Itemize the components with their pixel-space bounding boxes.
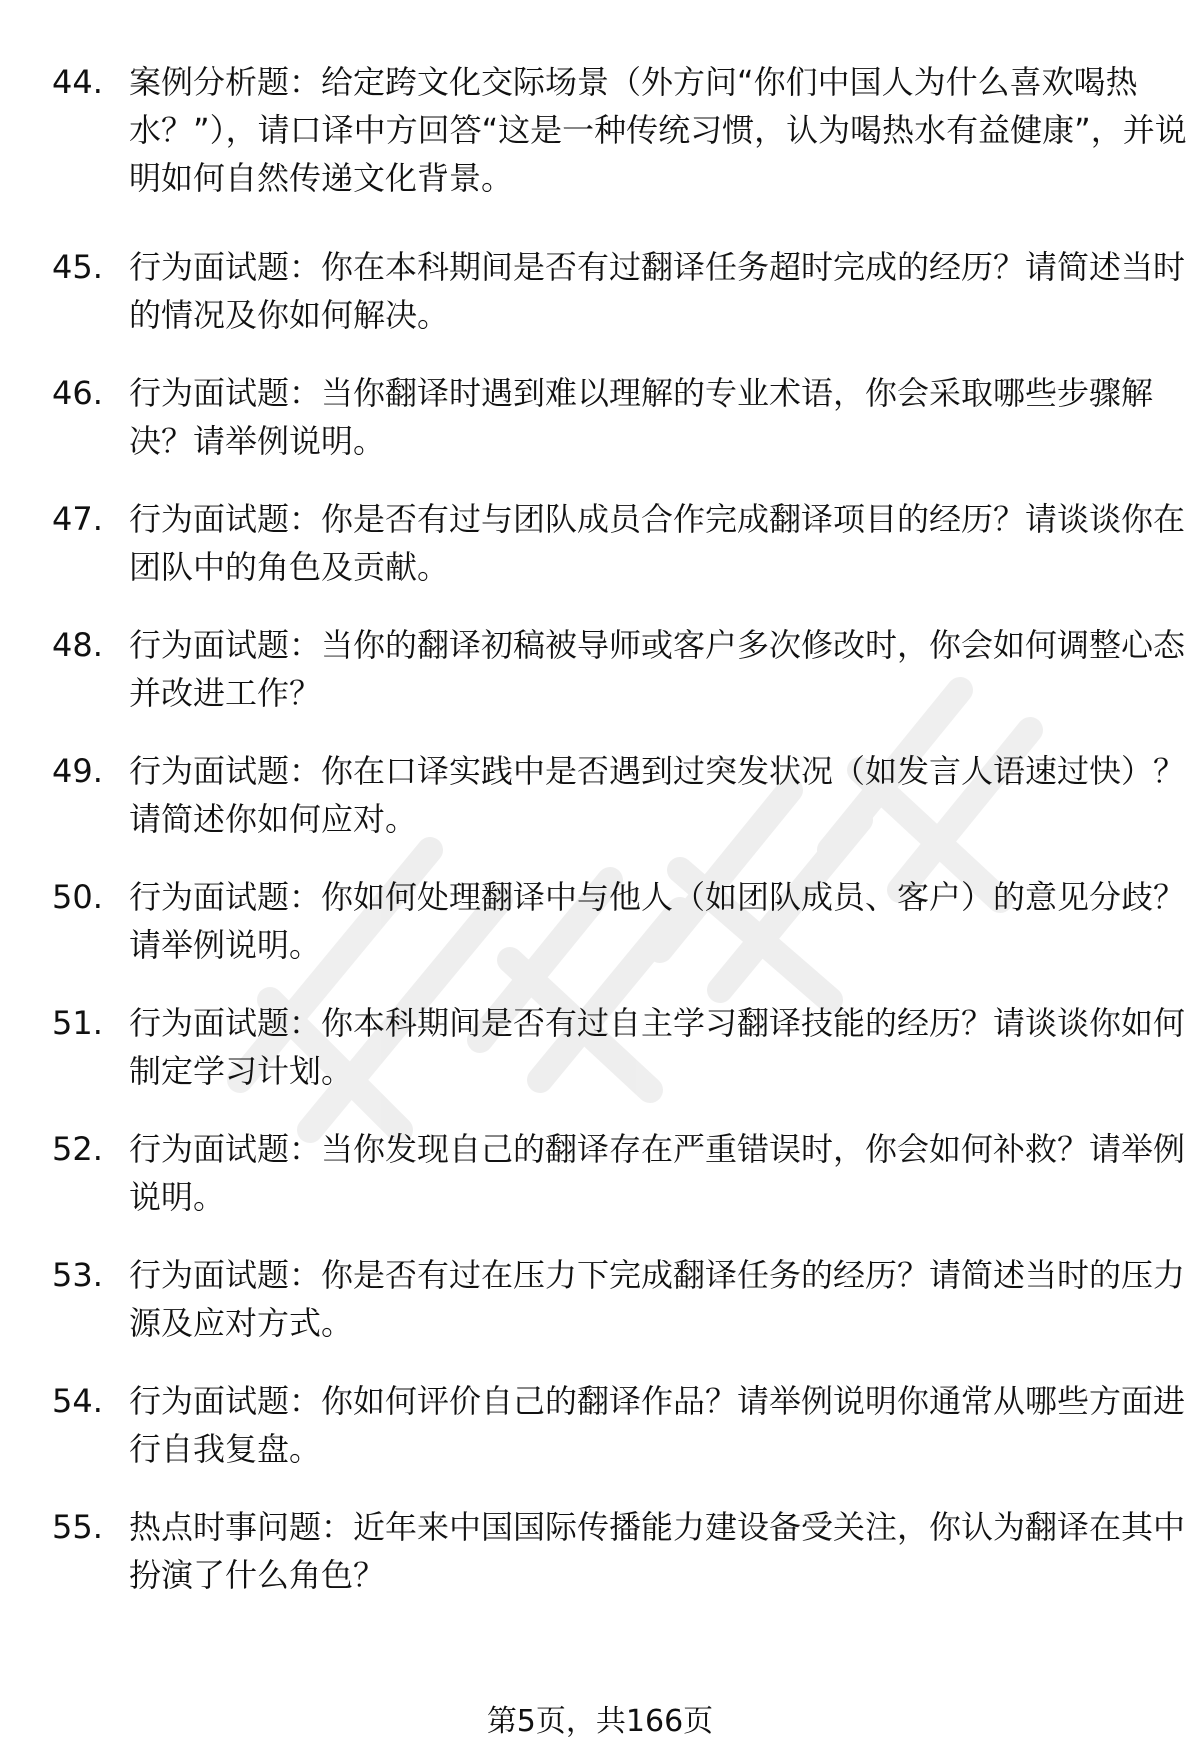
question-item-52 [52,1125,1186,1251]
question-number: 50. [52,878,103,916]
question-number: 46. [52,374,103,412]
question-text: 行为面试题：你在口译实践中是否遇到过突发状况（如发言人语速过快）？请简述你如何应对。 [129,752,1186,838]
question-number: 54. [52,1382,103,1420]
question-number: 45. [52,248,103,286]
question-text: 行为面试题：你本科期间是否有过自主学习翻译技能的经历？请谈谈你如何制定学习计划。 [129,1004,1186,1090]
question-text: 行为面试题：你如何评价自己的翻译作品？请举例说明你通常从哪些方面进行自我复盘。 [129,1382,1186,1468]
question-item-46 [52,369,1154,495]
question-item-53 [52,1251,1186,1377]
question-item-54 [52,1377,1186,1503]
question-text: 行为面试题：你在本科期间是否有过翻译任务超时完成的经历？请简述当时的情况及你如何解决。 [129,248,1186,334]
question-text: 行为面试题：当你翻译时遇到难以理解的专业术语，你会采取哪些步骤解决？请举例说明。 [129,374,1154,460]
question-number: 53. [52,1256,103,1294]
question-number: 49. [52,752,103,790]
question-item-49 [52,747,1186,873]
question-item-50 [52,873,1186,999]
question-text: 行为面试题：你如何处理翻译中与他人（如团队成员、客户）的意见分歧？请举例说明。 [129,878,1186,964]
question-item-48 [52,621,1186,747]
question-item-45 [52,243,1186,369]
question-text: 行为面试题：你是否有过与团队成员合作完成翻译项目的经历？请谈谈你在团队中的角色及贡献。 [129,500,1186,586]
question-text: 行为面试题：你是否有过在压力下完成翻译任务的经历？请简述当时的压力源及应对方式。 [129,1256,1186,1342]
question-item-47 [52,495,1186,621]
question-number: 55. [52,1508,103,1546]
question-text: 热点时事问题：近年来中国国际传播能力建设备受关注，你认为翻译在其中扮演了什么角色？ [129,1508,1186,1594]
question-text: 案例分析题：给定跨文化交际场景（外方问“你们中国人为什么喜欢喝热水？”），请口译中方回答“这是一种传统习惯，认为喝热水有益健康”，并说明如何自然传递文化背景。 [129,63,1187,197]
question-number: 51. [52,1004,103,1042]
question-number: 52. [52,1130,103,1168]
question-item-55 [52,1503,1186,1629]
page-number-footer: 第5页，共166页 [486,1704,714,1739]
question-item-44 [52,58,1187,243]
question-text: 行为面试题：当你的翻译初稿被导师或客户多次修改时，你会如何调整心态并改进工作？ [129,626,1186,712]
question-text: 行为面试题：当你发现自己的翻译存在严重错误时，你会如何补救？请举例说明。 [129,1130,1186,1216]
question-item-51 [52,999,1186,1125]
question-number: 47. [52,500,103,538]
question-list [52,58,1187,1629]
question-number: 44. [52,63,103,101]
question-number: 48. [52,626,103,664]
